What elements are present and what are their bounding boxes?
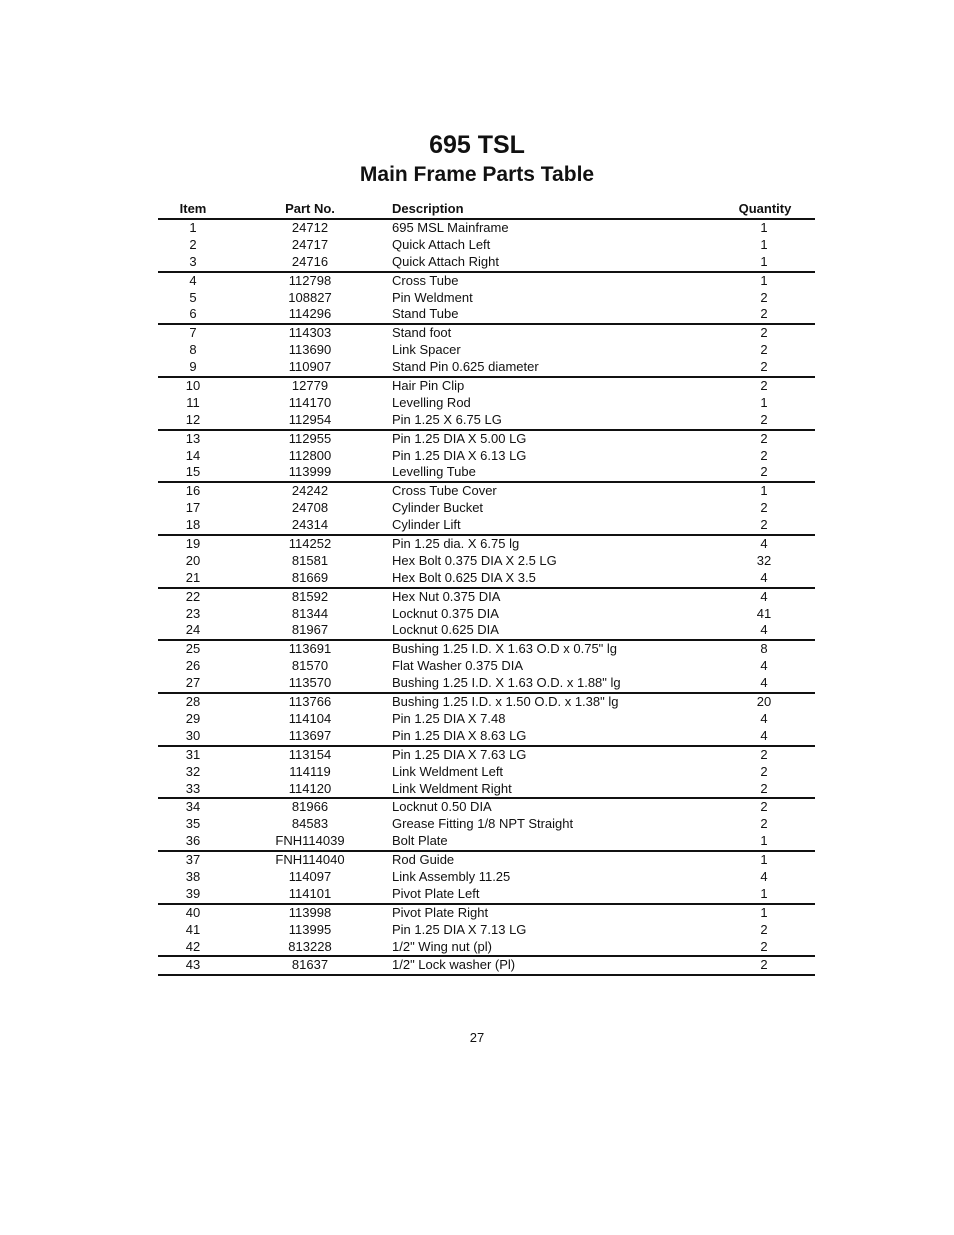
cell-item: 23 [185, 605, 201, 621]
cell-item: 12 [185, 411, 201, 427]
table-row [158, 781, 815, 800]
cell-quantity: 2 [760, 447, 768, 463]
cell-description: 695 MSL Mainframe [392, 220, 509, 235]
cell-quantity: 1 [760, 220, 768, 235]
table-row [158, 237, 815, 254]
cell-description: Pin 1.25 DIA X 7.63 LG [392, 746, 527, 762]
table-row [158, 220, 815, 237]
table-row [158, 395, 815, 412]
cell-part-no: 24716 [291, 253, 329, 269]
cell-quantity: 4 [760, 727, 768, 743]
cell-quantity: 4 [760, 710, 768, 726]
cell-part-no: 113154 [288, 746, 332, 762]
cell-item: 4 [189, 272, 197, 288]
cell-item: 8 [189, 342, 197, 358]
cell-quantity: 1 [760, 236, 768, 252]
cell-quantity: 4 [760, 622, 768, 638]
cell-part-no: 114170 [288, 394, 332, 410]
cell-quantity: 2 [760, 289, 768, 305]
cell-item: 27 [185, 675, 201, 691]
cell-part-no: 81581 [291, 552, 329, 568]
cell-part-no: 110907 [288, 359, 332, 375]
cell-item: 28 [185, 694, 201, 710]
cell-item: 2 [189, 236, 197, 252]
cell-description: Cross Tube [392, 272, 459, 288]
cell-part-no: 112954 [288, 411, 332, 427]
page-subtitle: Main Frame Parts Table [359, 163, 595, 186]
cell-description: Bushing 1.25 I.D. X 1.63 O.D. x 1.88" lg [392, 675, 621, 691]
cell-item: 15 [185, 464, 201, 480]
cell-item: 36 [185, 833, 201, 849]
table-row [158, 570, 815, 589]
cell-description: Hair Pin Clip [392, 378, 465, 394]
cell-quantity: 2 [760, 464, 768, 480]
cell-item: 7 [189, 325, 197, 341]
cell-quantity: 2 [760, 430, 768, 446]
cell-quantity: 2 [760, 763, 768, 779]
cell-quantity: 1 [760, 852, 768, 868]
cell-description: Rod Guide [392, 852, 455, 868]
cell-part-no: 114119 [289, 763, 331, 779]
cell-quantity: 2 [760, 938, 768, 954]
cell-quantity: 4 [760, 588, 768, 604]
cell-quantity: 2 [760, 816, 768, 832]
cell-description: Link Weldment Left [392, 763, 504, 779]
cell-quantity: 2 [760, 411, 768, 427]
cell-item: 21 [185, 569, 201, 585]
cell-part-no: 114101 [288, 885, 332, 901]
cell-quantity: 2 [760, 746, 768, 762]
table-row [158, 747, 815, 764]
table-row [158, 273, 815, 290]
table-row [158, 764, 815, 781]
cell-quantity: 4 [760, 658, 768, 674]
cell-item: 41 [185, 921, 201, 937]
cell-description: Quick Attach Left [392, 236, 491, 252]
cell-quantity: 2 [760, 325, 768, 341]
page-title: 695 TSL [429, 131, 525, 159]
cell-description: Pin 1.25 DIA X 7.48 [392, 710, 506, 726]
table-row [158, 290, 815, 307]
cell-item: 11 [186, 394, 200, 410]
cell-part-no: 12779 [291, 378, 329, 394]
cell-part-no: 113995 [288, 921, 332, 937]
cell-description: Flat Washer 0.375 DIA [392, 658, 524, 674]
cell-part-no: 81592 [291, 588, 329, 604]
table-row [158, 448, 815, 465]
cell-description: 1/2" Wing nut (pl) [392, 938, 492, 954]
cell-part-no: 24708 [291, 500, 329, 516]
cell-part-no: 112955 [288, 430, 332, 446]
cell-item: 5 [189, 289, 197, 305]
cell-part-no: 24314 [291, 517, 329, 533]
cell-part-no: FNH114039 [275, 833, 345, 849]
cell-description: Link Weldment Right [392, 780, 512, 796]
cell-part-no: 114097 [288, 868, 332, 884]
cell-part-no: 113690 [288, 342, 332, 358]
cell-part-no: 114120 [288, 780, 332, 796]
parts-table [158, 200, 815, 976]
cell-quantity: 4 [760, 569, 768, 585]
cell-description: Locknut 0.375 DIA [392, 605, 499, 621]
cell-description: Pivot Plate Left [392, 885, 480, 901]
cell-item: 1 [189, 220, 197, 235]
table-row [158, 254, 815, 273]
cell-item: 18 [185, 517, 201, 533]
table-row [158, 306, 815, 325]
cell-item: 31 [185, 746, 201, 762]
cell-item: 22 [185, 588, 201, 604]
table-row [158, 589, 815, 606]
cell-quantity: 1 [760, 885, 768, 901]
cell-item: 37 [185, 852, 201, 868]
cell-description: Bushing 1.25 I.D. X 1.63 O.D x 0.75" lg [392, 641, 618, 657]
table-row [158, 378, 815, 395]
cell-description: Bolt Plate [392, 833, 448, 849]
cell-item: 34 [185, 799, 201, 815]
cell-quantity: 2 [760, 306, 768, 322]
table-row [158, 464, 815, 483]
cell-description: Stand foot [392, 325, 452, 341]
header-description: Description [392, 201, 464, 216]
cell-part-no: 114104 [288, 710, 332, 726]
cell-description: Quick Attach Right [392, 253, 499, 269]
cell-description: Pivot Plate Right [392, 904, 489, 920]
cell-part-no: 81966 [291, 799, 329, 815]
table-row [158, 606, 815, 623]
cell-item: 3 [189, 253, 197, 269]
table-row [158, 359, 815, 378]
table-header [158, 200, 815, 220]
table-body [158, 220, 815, 976]
cell-description: Stand Pin 0.625 diameter [392, 359, 539, 375]
cell-part-no: 114303 [288, 325, 332, 341]
cell-quantity: 2 [760, 378, 768, 394]
cell-description: Hex Bolt 0.625 DIA X 3.5 [392, 569, 536, 585]
table-row [158, 886, 815, 905]
cell-quantity: 2 [760, 342, 768, 358]
table-row [158, 869, 815, 886]
cell-item: 9 [189, 359, 197, 375]
cell-part-no: 24242 [291, 483, 329, 499]
table-row [158, 957, 815, 976]
cell-part-no: 113766 [288, 694, 332, 710]
cell-item: 33 [185, 780, 201, 796]
cell-description: Grease Fitting 1/8 NPT Straight [392, 816, 574, 832]
cell-item: 17 [185, 500, 201, 516]
table-row [158, 675, 815, 694]
cell-item: 26 [185, 658, 201, 674]
cell-item: 10 [185, 378, 201, 394]
table-row [158, 694, 815, 711]
cell-part-no: 81570 [291, 658, 329, 674]
cell-quantity: 1 [760, 394, 768, 410]
table-row [158, 483, 815, 500]
cell-item: 40 [185, 904, 201, 920]
cell-description: Pin 1.25 DIA X 7.13 LG [392, 921, 527, 937]
cell-item: 30 [185, 727, 201, 743]
cell-part-no: 113691 [288, 641, 332, 657]
cell-quantity: 2 [760, 921, 768, 937]
cell-part-no: 84583 [291, 816, 329, 832]
table-row [158, 728, 815, 747]
cell-item: 29 [185, 710, 201, 726]
cell-description: Locknut 0.50 DIA [392, 799, 492, 815]
cell-part-no: 113998 [288, 904, 332, 920]
table-row [158, 641, 815, 658]
table-row [158, 833, 815, 852]
table-row [158, 852, 815, 869]
cell-part-no: 24712 [291, 220, 329, 235]
cell-description: Levelling Rod [392, 394, 471, 410]
table-row [158, 711, 815, 728]
cell-description: Pin 1.25 dia. X 6.75 lg [392, 536, 520, 552]
cell-item: 14 [185, 447, 201, 463]
table-row [158, 905, 815, 922]
table-row [158, 500, 815, 517]
table-row [158, 536, 815, 553]
cell-quantity: 4 [760, 675, 768, 691]
table-row [158, 431, 815, 448]
cell-item: 6 [189, 306, 197, 322]
cell-quantity: 1 [760, 483, 768, 499]
cell-quantity: 4 [760, 868, 768, 884]
cell-quantity: 4 [760, 536, 768, 552]
cell-item: 35 [185, 816, 201, 832]
cell-description: Cylinder Lift [392, 517, 461, 533]
cell-description: Link Assembly 11.25 [392, 868, 511, 884]
cell-description: Pin Weldment [392, 289, 473, 305]
table-row [158, 816, 815, 833]
table-row [158, 658, 815, 675]
table-row [158, 553, 815, 570]
cell-quantity: 2 [760, 517, 768, 533]
cell-description: Pin 1.25 DIA X 8.63 LG [392, 727, 527, 743]
cell-description: Cylinder Bucket [392, 500, 484, 516]
cell-item: 32 [185, 763, 201, 779]
table-row [158, 342, 815, 359]
cell-quantity: 1 [760, 904, 768, 920]
cell-description: Pin 1.25 DIA X 6.13 LG [392, 447, 527, 463]
cell-description: Locknut 0.625 DIA [392, 622, 499, 638]
cell-part-no: 112798 [288, 272, 332, 288]
cell-part-no: 112800 [288, 447, 332, 463]
cell-part-no: 81344 [291, 605, 329, 621]
cell-item: 39 [185, 885, 201, 901]
cell-description: 1/2" Lock washer (Pl) [392, 957, 516, 973]
table-row [158, 939, 815, 958]
cell-part-no: 81637 [291, 957, 329, 973]
cell-description: Stand Tube [392, 306, 459, 322]
header-quantity: Quantity [738, 201, 792, 216]
cell-part-no: 114252 [288, 536, 332, 552]
cell-quantity: 8 [760, 641, 768, 657]
cell-part-no: 24717 [291, 236, 329, 252]
cell-item: 38 [185, 868, 201, 884]
cell-description: Pin 1.25 DIA X 5.00 LG [392, 430, 527, 446]
table-row [158, 517, 815, 536]
cell-part-no: 81967 [291, 622, 329, 638]
cell-item: 25 [185, 641, 201, 657]
cell-quantity: 41 [756, 605, 772, 621]
cell-part-no: 114296 [288, 306, 332, 322]
cell-quantity: 1 [760, 833, 768, 849]
header-part-no: Part No. [285, 201, 335, 216]
cell-quantity: 20 [756, 694, 772, 710]
table-row [158, 412, 815, 431]
cell-quantity: 2 [760, 799, 768, 815]
cell-quantity: 1 [760, 272, 768, 288]
cell-item: 43 [185, 957, 201, 973]
cell-quantity: 2 [760, 780, 768, 796]
cell-part-no: FNH114040 [275, 852, 345, 868]
cell-description: Hex Nut 0.375 DIA [392, 588, 501, 604]
cell-part-no: 108827 [288, 289, 332, 305]
cell-quantity: 2 [760, 957, 768, 973]
page-number: 27 [469, 1030, 485, 1045]
cell-description: Bushing 1.25 I.D. x 1.50 O.D. x 1.38" lg [392, 694, 619, 710]
cell-part-no: 813228 [288, 938, 332, 954]
cell-description: Pin 1.25 X 6.75 LG [392, 411, 502, 427]
cell-description: Cross Tube Cover [392, 483, 497, 499]
cell-part-no: 113697 [288, 727, 332, 743]
cell-quantity: 2 [760, 359, 768, 375]
header-item: Item [179, 201, 207, 216]
cell-description: Levelling Tube [392, 464, 476, 480]
cell-part-no: 81669 [291, 569, 329, 585]
cell-quantity: 2 [760, 500, 768, 516]
cell-part-no: 113570 [288, 675, 332, 691]
table-row [158, 622, 815, 641]
cell-description: Link Spacer [392, 342, 461, 358]
cell-item: 13 [185, 430, 201, 446]
cell-item: 19 [185, 536, 201, 552]
table-row [158, 799, 815, 816]
table-row [158, 325, 815, 342]
cell-part-no: 113999 [288, 464, 332, 480]
cell-item: 42 [185, 938, 201, 954]
cell-item: 16 [185, 483, 201, 499]
cell-quantity: 32 [756, 552, 772, 568]
cell-item: 20 [185, 552, 201, 568]
cell-quantity: 1 [760, 253, 768, 269]
cell-description: Hex Bolt 0.375 DIA X 2.5 LG [392, 552, 557, 568]
cell-item: 24 [185, 622, 201, 638]
table-row [158, 922, 815, 939]
